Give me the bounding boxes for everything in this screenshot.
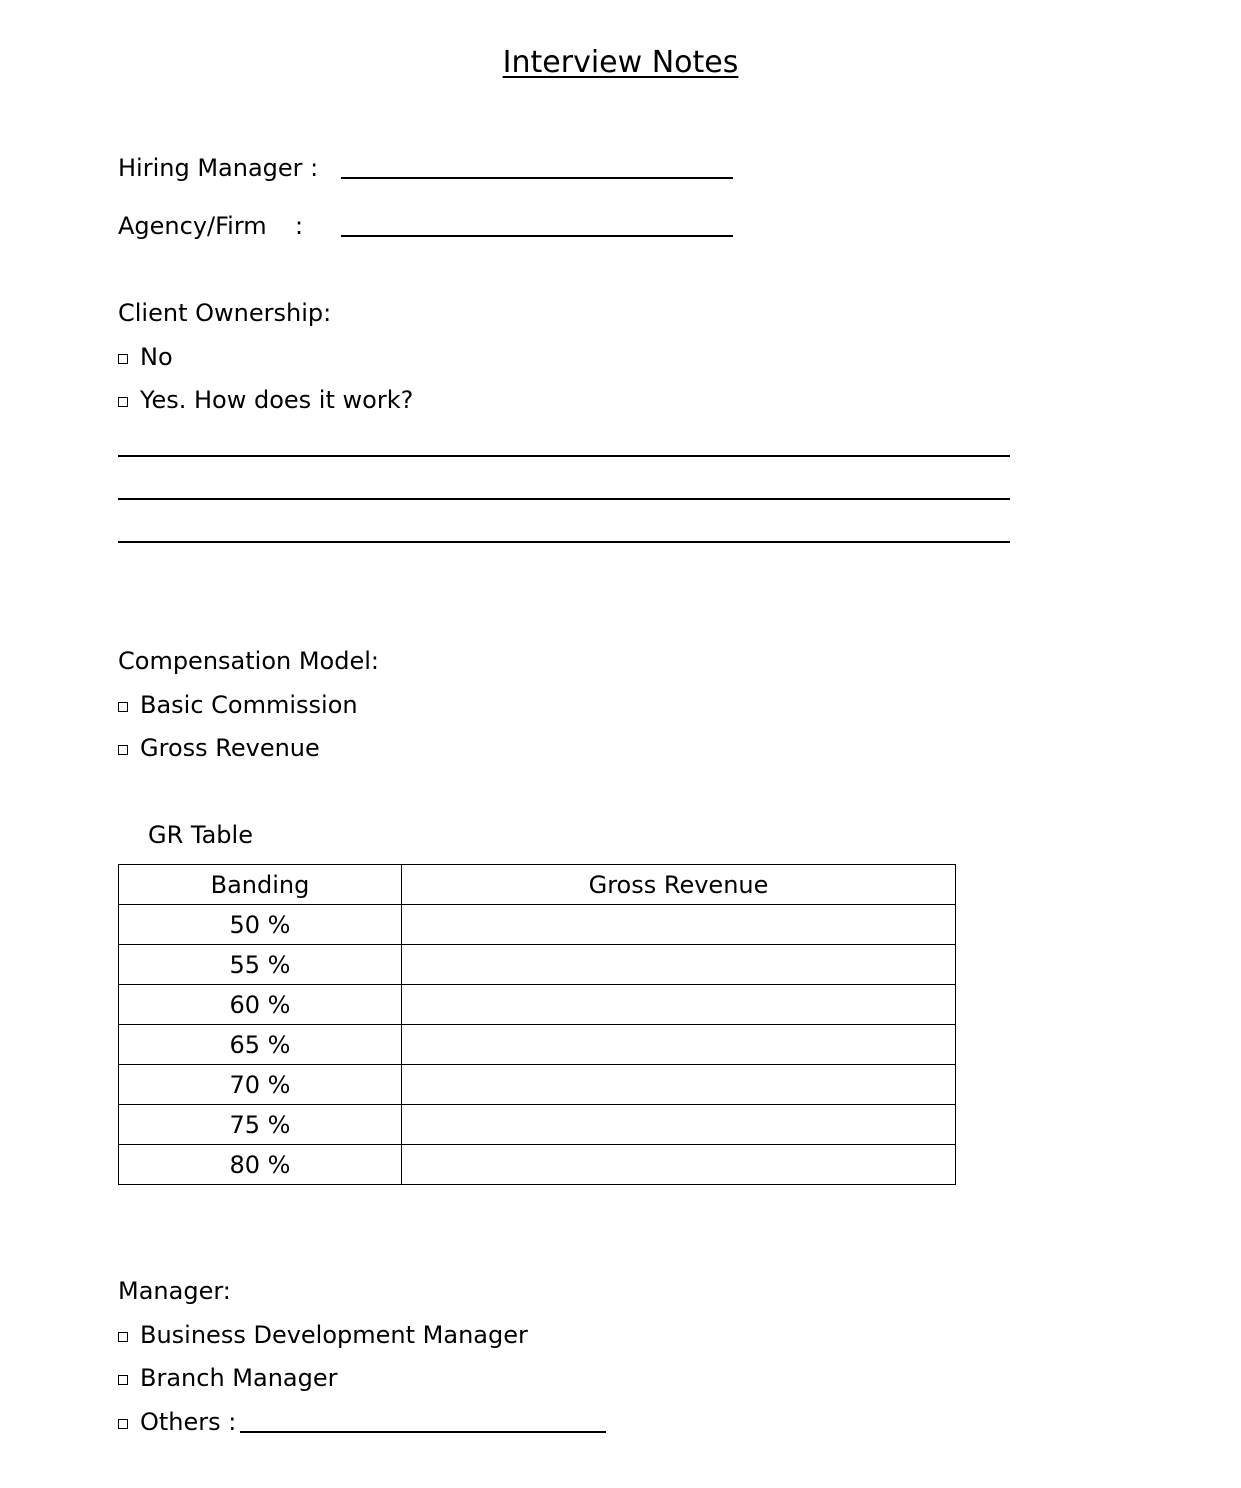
option-label: Yes. How does it work? xyxy=(140,386,414,414)
table-header-row xyxy=(119,865,956,905)
banding-cell: 55 % xyxy=(119,945,402,985)
compensation-heading: Compensation Model: xyxy=(118,647,379,675)
manager-heading: Manager: xyxy=(118,1277,231,1305)
client-ownership-heading: Client Ownership: xyxy=(118,299,332,327)
notes-line-2[interactable] xyxy=(118,498,1010,500)
option-label: Business Development Manager xyxy=(140,1321,528,1349)
banding-cell: 65 % xyxy=(119,1025,402,1065)
gr-table xyxy=(118,864,956,1185)
notes-line-3[interactable] xyxy=(118,541,1010,543)
compensation-option-basic[interactable] xyxy=(118,690,358,720)
banding-cell: 80 % xyxy=(119,1145,402,1185)
table-row xyxy=(119,1065,956,1105)
gross-revenue-cell[interactable] xyxy=(402,905,956,945)
others-field[interactable] xyxy=(240,1431,606,1433)
gross-revenue-cell[interactable] xyxy=(402,1025,956,1065)
manager-option-others[interactable] xyxy=(118,1407,236,1437)
gross-revenue-cell[interactable] xyxy=(402,1145,956,1185)
agency-colon: : xyxy=(295,212,304,240)
table-row xyxy=(119,1145,956,1185)
gross-revenue-cell[interactable] xyxy=(402,985,956,1025)
gross-revenue-cell[interactable] xyxy=(402,1065,956,1105)
option-label: Others : xyxy=(140,1408,237,1436)
banding-cell: 60 % xyxy=(119,985,402,1025)
banding-cell: 70 % xyxy=(119,1065,402,1105)
option-label: Gross Revenue xyxy=(140,734,320,762)
manager-option-bdm[interactable] xyxy=(118,1320,528,1350)
option-label: No xyxy=(140,343,173,371)
checkbox-icon[interactable] xyxy=(118,702,128,712)
table-row xyxy=(119,1025,956,1065)
table-row xyxy=(119,985,956,1025)
option-label: Branch Manager xyxy=(140,1364,338,1392)
banding-cell: 75 % xyxy=(119,1105,402,1145)
compensation-option-gross[interactable] xyxy=(118,733,320,763)
checkbox-icon[interactable] xyxy=(118,1419,128,1429)
checkbox-icon[interactable] xyxy=(118,397,128,407)
checkbox-icon[interactable] xyxy=(118,745,128,755)
client-ownership-option-no[interactable] xyxy=(118,342,173,372)
column-header-gross-revenue: Gross Revenue xyxy=(402,865,956,905)
column-header-banding: Banding xyxy=(119,865,402,905)
gross-revenue-cell[interactable] xyxy=(402,1105,956,1145)
checkbox-icon[interactable] xyxy=(118,1332,128,1342)
table-row xyxy=(119,905,956,945)
page-title: Interview Notes xyxy=(502,45,739,80)
manager-option-branch[interactable] xyxy=(118,1363,337,1393)
hiring-manager-label: Hiring Manager : xyxy=(118,154,319,182)
option-label: Basic Commission xyxy=(140,691,358,719)
checkbox-icon[interactable] xyxy=(118,354,128,364)
agency-label: Agency/Firm xyxy=(118,212,267,240)
gross-revenue-cell[interactable] xyxy=(402,945,956,985)
table-row xyxy=(119,1105,956,1145)
checkbox-icon[interactable] xyxy=(118,1375,128,1385)
hiring-manager-field[interactable] xyxy=(341,177,733,179)
banding-cell: 50 % xyxy=(119,905,402,945)
table-row xyxy=(119,945,956,985)
gr-table-caption: GR Table xyxy=(148,821,253,849)
client-ownership-option-yes[interactable] xyxy=(118,385,413,415)
agency-field[interactable] xyxy=(341,235,733,237)
notes-line-1[interactable] xyxy=(118,455,1010,457)
